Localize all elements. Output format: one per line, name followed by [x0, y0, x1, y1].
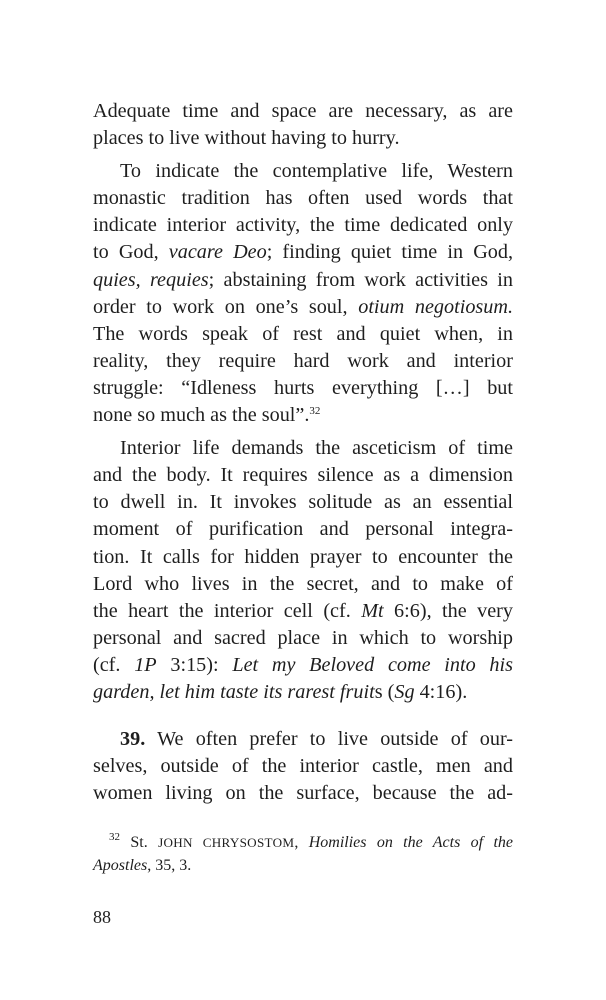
footnote-title: Homilies on the Acts of the	[308, 834, 513, 851]
latin-term: quies, requies	[93, 268, 209, 291]
text-line: Lord who lives in the secret, and to make of	[93, 572, 513, 595]
text-line: selves, outside of the interior castle, men and	[93, 755, 513, 778]
text-line: women living on the surface, because the ad-	[93, 782, 513, 805]
text-line: to dwell in. It invokes solitude as an essential	[93, 491, 513, 514]
footnote-number: 32	[109, 831, 120, 843]
section-number: 39.	[120, 728, 146, 751]
scripture-ref: Mt	[361, 599, 384, 622]
text-line: Adequate time and space are necessary, as are	[93, 100, 513, 122]
quotation: garden, let him taste its rarest fruit	[93, 680, 375, 703]
scripture-ref: Sg	[394, 680, 415, 703]
text-line: indicate interior activity, the time dedicated only	[93, 214, 513, 237]
text-line: and the body. It requires silence as a dimension	[93, 464, 513, 487]
quotation: Let my Beloved come into his	[232, 653, 513, 676]
text-line: reality, they require hard work and interior	[93, 349, 513, 372]
body-text	[93, 98, 513, 807]
text-line: monastic tradition has often used words that	[93, 187, 513, 210]
text-line: garden, let him taste its rarest fruits (Sg 4:16).	[93, 680, 468, 703]
text-line: 39. We often prefer to live outside of our-	[120, 728, 513, 751]
text-line: (cf. 1P 3:15): Let my Beloved come into his	[93, 653, 513, 676]
text-line: Interior life demands the asceticism of time	[120, 437, 513, 460]
footnote	[93, 831, 513, 877]
text-line: The words speak of rest and quiet when, in	[93, 322, 513, 345]
text-line: the heart the interior cell (cf. Mt 6:6), the very	[93, 599, 513, 622]
footnote-author: JOHN CHRYSOSTOM	[158, 835, 295, 850]
text-line: personal and sacred place in which to worship	[93, 626, 513, 649]
text-line: none so much as the soul”.$^{32}$	[93, 404, 321, 427]
page-number: 88	[93, 907, 111, 927]
text-line: quies, requies; abstaining from work activities in	[93, 268, 513, 291]
scripture-ref: 1P	[134, 653, 157, 676]
text-line: tion. It calls for hidden prayer to encounter the	[93, 545, 513, 568]
text-line: struggle: “Idleness hurts everything […] but	[93, 376, 513, 399]
footnote-line: Apostles, 35, 3.	[93, 857, 192, 874]
text-line: moment of purification and personal integra-	[93, 518, 513, 541]
footnote-title: Apostles	[93, 857, 148, 874]
latin-term: vacare Deo	[168, 241, 267, 264]
latin-term: otium negotiosum.	[358, 295, 513, 318]
text-line: order to work on one’s soul, otium negotiosum.	[93, 295, 513, 318]
text-line: places to live without having to hurry.	[93, 127, 400, 150]
footnote-reference: 32	[309, 405, 321, 418]
text-line: to God, vacare Deo; finding quiet time in God,	[93, 241, 513, 264]
footnote-line: $^{32}$ St. JOHN CHRYSOSTOM, Homilies on the Acts of the	[109, 831, 513, 851]
text-line: To indicate the contemplative life, Western	[120, 160, 513, 183]
